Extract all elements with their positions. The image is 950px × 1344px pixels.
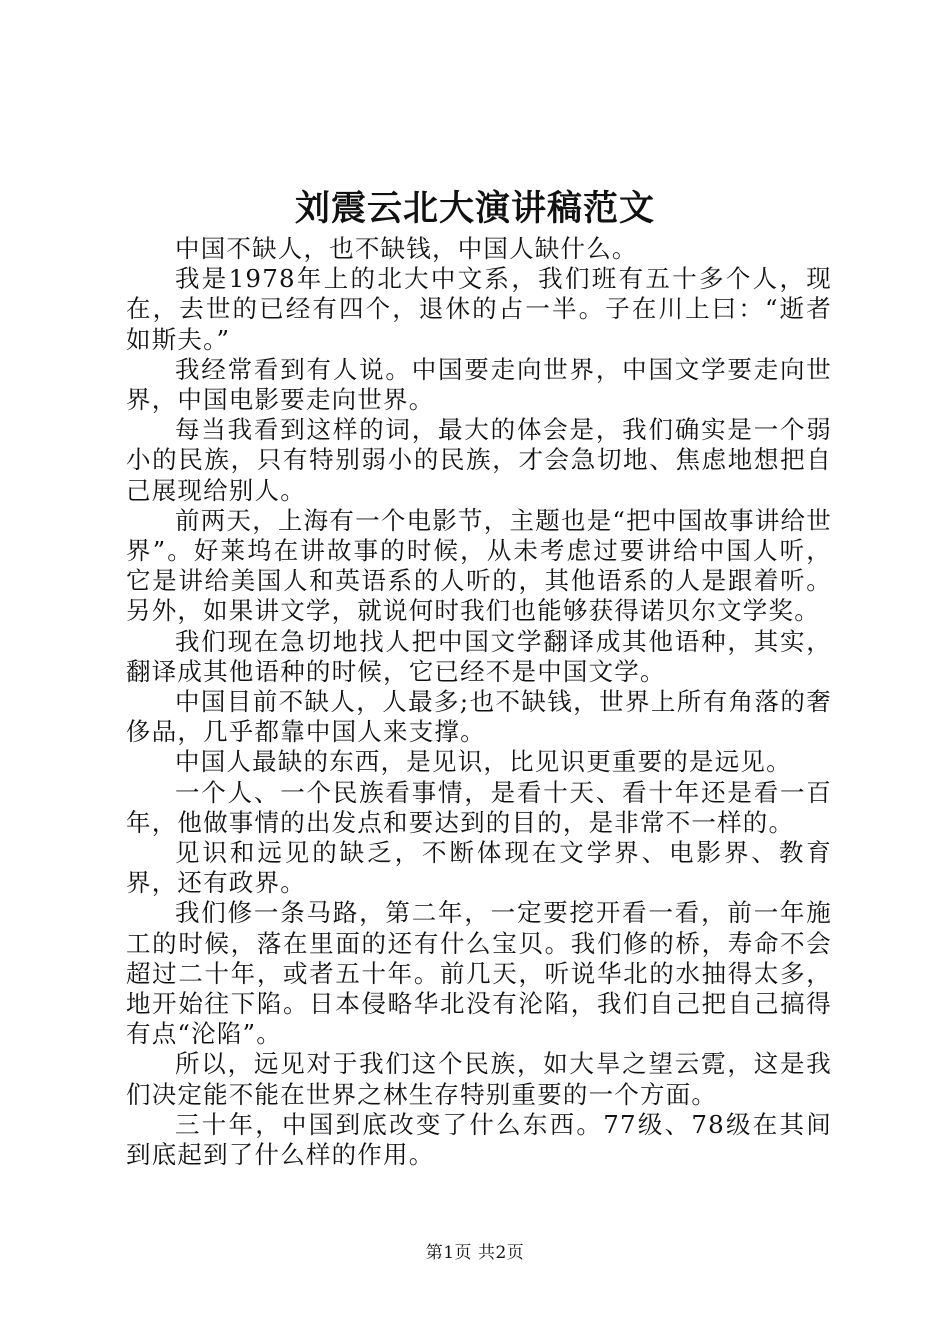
page-footer: 第1页 共2页: [425, 1243, 525, 1263]
paragraph: 每当我看到这样的词，最大的体会是，我们确实是一个弱小的民族，只有特别弱小的民族，才会急切地、焦虑地想把自己展现给别人。: [126, 415, 832, 505]
paragraph: 我是1978年上的北大中文系，我们班有五十多个人，现在，去世的已经有四个，退休的占一半。子在川上曰：“逝者如斯夫。”: [126, 264, 832, 354]
paragraph: 我们修一条马路，第二年，一定要挖开看一看，前一年施工的时候，落在里面的还有什么宝贝。我们修的桥，寿命不会超过二十年，或者五十年。前几天，听说华北的水抽得太多，地开始往下陷。日本侵略华北没有沦陷，我们自己把自己搞得有点“沦陷”。: [126, 898, 832, 1049]
document-body: [126, 234, 832, 1170]
paragraph: 前两天，上海有一个电影节，主题也是“把中国故事讲给世界”。好莱坞在讲故事的时候，从未考虑过要讲给中国人听，它是讲给美国人和英语系的人听的，其他语系的人是跟着听。另外，如果讲文学，就说何时我们也能够获得诺贝尔文学奖。: [126, 505, 832, 626]
paragraph: 我们现在急切地找人把中国文学翻译成其他语种，其实，翻译成其他语种的时候，它已经不是中国文学。: [126, 626, 832, 686]
paragraph: 中国不缺人，也不缺钱，中国人缺什么。: [175, 234, 638, 263]
paragraph: 一个人、一个民族看事情，是看十天、看十年还是看一百年，他做事情的出发点和要达到的目的，是非常不一样的。: [126, 777, 832, 837]
paragraph: 中国人最缺的东西，是见识，比见识更重要的是远见。: [175, 747, 792, 777]
paragraph: 我经常看到有人说。中国要走向世界，中国文学要走向世界，中国电影要走向世界。: [126, 354, 832, 415]
document-title: 刘震云北大演讲稿范文: [294, 188, 655, 229]
paragraph: 中国目前不缺人，人最多;也不缺钱，世界上所有角落的奢侈品，几乎都靠中国人来支撑。: [126, 687, 832, 747]
paragraph: 三十年，中国到底改变了什么东西。77级、78级在其间到底起到了什么样的作用。: [126, 1109, 832, 1170]
paragraph: 见识和远见的缺乏，不断体现在文学界、电影界、教育界，还有政界。: [126, 838, 832, 898]
paragraph: 所以，远见对于我们这个民族，如大旱之望云霓，这是我们决定能不能在世界之林生存特别重要的一个方面。: [126, 1049, 832, 1109]
